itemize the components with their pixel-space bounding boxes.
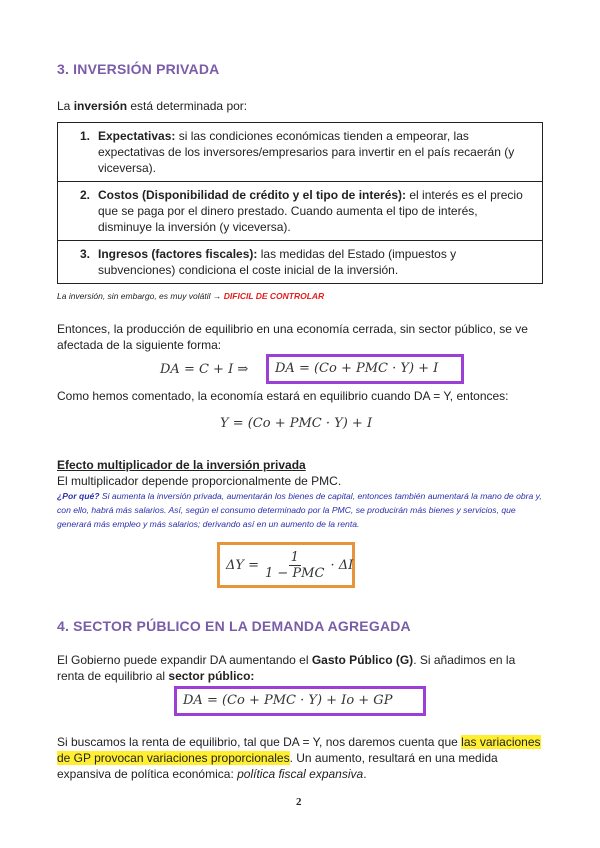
section-4-title: 4. SECTOR PÚBLICO EN LA DEMANDA AGREGADA xyxy=(57,618,411,634)
intro-text: La inversión está determinada por: xyxy=(57,99,248,113)
equation-da-gp: DA = (Co + PMC · Y) + Io + GP xyxy=(183,693,393,708)
equation-box-purple-2 xyxy=(174,686,426,716)
equilibrium-paragraph: Entonces, la producción de equilibrio en una economía cerrada, sin sector público, se ve afectada de la siguiente forma: xyxy=(57,322,528,352)
equation-da-left: DA = C + I ⇒ xyxy=(160,362,249,377)
equation-da-boxed: DA = (Co + PMC · Y) + I xyxy=(275,361,439,376)
equation-box-orange xyxy=(217,542,355,588)
equilibrium-condition: Como hemos comentado, la economía estará en equilibrio cuando DA = Y, entonces: xyxy=(57,389,509,403)
factor-row: 1. Expectativas: si las condiciones económicas tienden a empeorar, las expectativas de los inversores/empresarios para invertir en el país recaerán (y viceversa). xyxy=(58,123,542,182)
volatility-note: La inversión, sin embargo, es muy volátil → DIFICIL DE CONTROLAR xyxy=(57,291,325,301)
gp-variation-paragraph: Si buscamos la renta de equilibrio, tal que DA = Y, nos daremos cuenta que las variaciones de GP provocan variaciones proporcionales. Un aumento, resultará en una medida expansiva de política económica: política fiscal expansiva. xyxy=(57,735,541,781)
equation-y: Y = (Co + PMC · Y) + I xyxy=(220,416,373,431)
page-number: 2 xyxy=(296,796,302,808)
multiplier-heading: Efecto multiplicador de la inversión privada xyxy=(57,458,306,472)
factor-row: 3. Ingresos (factores fiscales): las medidas del Estado (impuestos y subvenciones) condiciona el coste inicial de la inversión. xyxy=(80,247,457,277)
multiplier-text: El multiplicador depende proporcionalmente de PMC. xyxy=(57,474,342,488)
why-explanation: ¿Por qué? Si aumenta la inversión privada, aumentarán los bienes de capital, entonces también aumentará la mano de obra y, con ello, habrá más salarios. Así, según el consumo determinado por la PMC, se producirán más bienes y servicios, que generará más empleo y más salarios; derivando así en un aumento de la renta. xyxy=(57,491,542,529)
multiplier-equation: ΔY = $\frac{1}{\text{1 − PMC}}$ · ΔI xyxy=(226,550,354,581)
factor-row: 2. Costos (Disponibilidad de crédito y el tipo de interés): el interés es el precio que se paga por el dinero prestado. Cuando aumenta el tipo de interés, disminuye la inversión (y viceversa). xyxy=(58,182,542,241)
equation-box-purple xyxy=(266,354,464,384)
section-3-title: 3. INVERSIÓN PRIVADA xyxy=(57,61,220,77)
public-sector-paragraph: El Gobierno puede expandir DA aumentando el Gasto Público (G). Si añadimos en la renta de equilibrio al sector público: xyxy=(57,653,516,683)
factors-table xyxy=(57,122,543,284)
